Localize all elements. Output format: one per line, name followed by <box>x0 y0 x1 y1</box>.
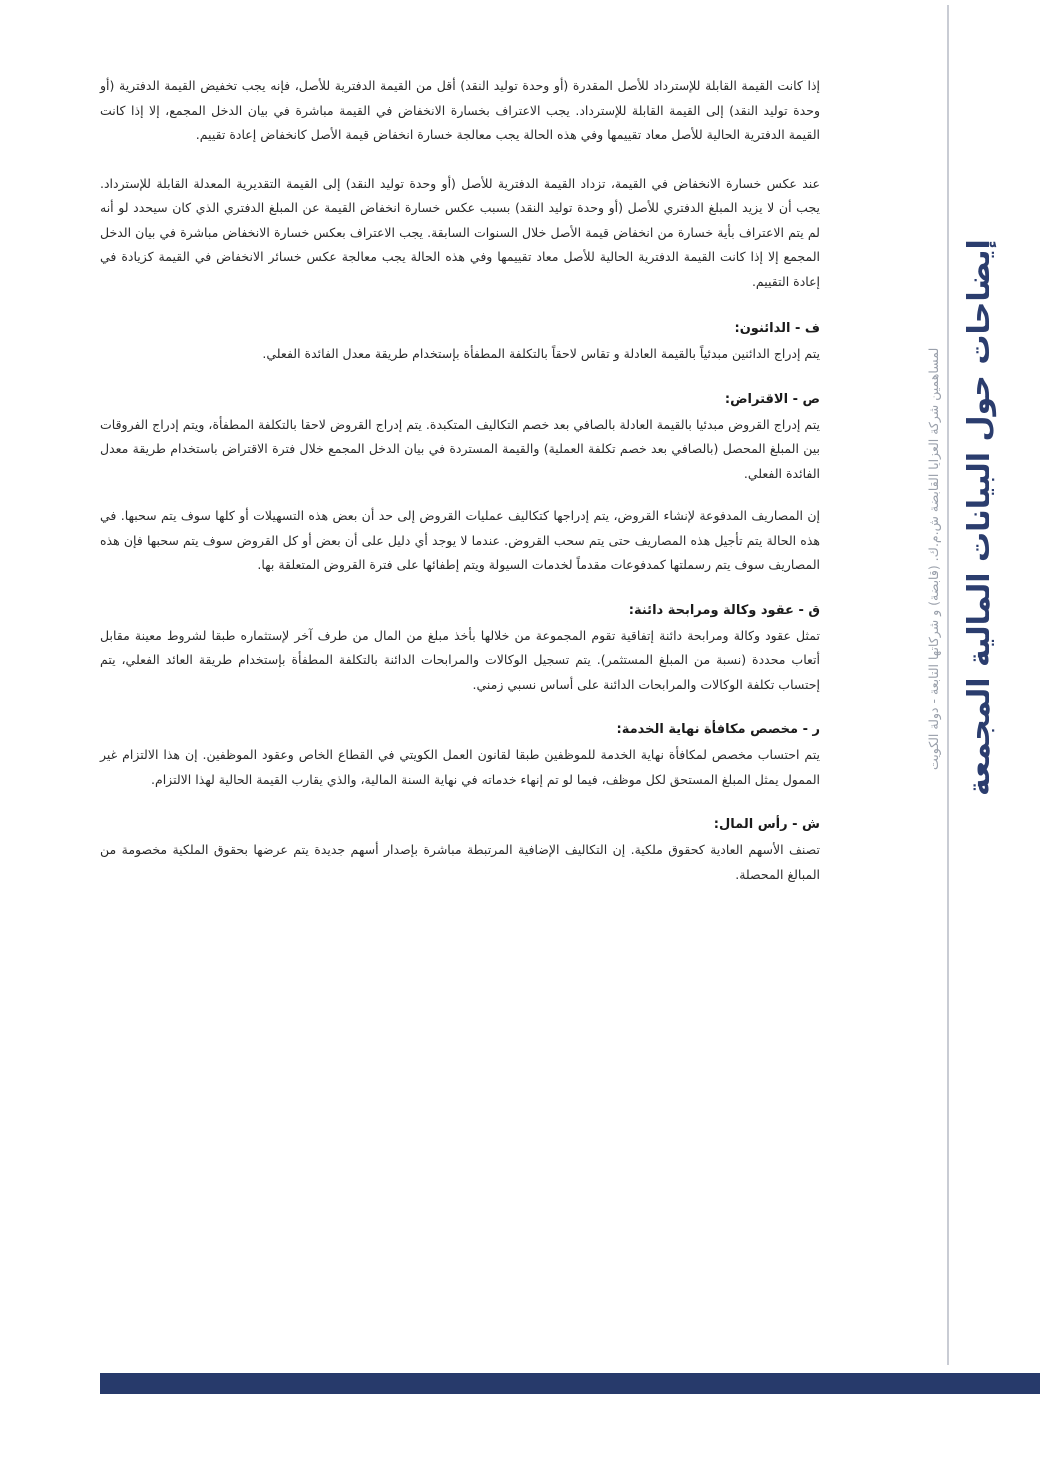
section-heading: ص - الاقتراض: <box>724 391 820 407</box>
section-paragraph: تمثل عقود وكالة ومرابحة دائنة إتفاقية تقوم المجموعة من خلالها بأخذ مبلغ من المال من طرف آخر لإستثماره طبقا لشروط معينة مقابل أتعاب محددة (نسبة من المبلغ المستثمر). يتم تسجيل الوكالات والمرابحات الدائنة بالتكلفة المطفأة بإستخدام طريقة العائد الفعلي، يتم إحتساب تكلفة الوكالات والمرابحات الدائنة على أساس نسبي زمني. <box>100 627 820 692</box>
section-heading: ش - رأس المال: <box>713 817 820 832</box>
document-body <box>100 74 820 909</box>
section-share-capital <box>100 814 820 887</box>
section-heading: ف - الدائنون: <box>734 321 820 336</box>
section-paragraph: تصنف الأسهم العادية كحقوق ملكية. إن التكاليف الإضافية المرتبطة مباشرة بإصدار أسهم جديدة يتم عرضها بحقوق الملكية مخصومة من المبالغ المحصلة. <box>100 842 820 882</box>
sidebar-divider-line <box>947 5 949 1365</box>
intro-paragraph-impairment-reversal: عند عكس خسارة الانخفاض في القيمة، تزداد القيمة الدفترية للأصل (أو وحدة توليد النقد) إلى القيمة التقديرية المعدلة القابلة للإسترداد. يجب أن لا يزيد المبلغ الدفتري للأصل (أو وحدة توليد النقد) بسبب عكس خسارة انخفاض القيمة عن المبلغ الدفتري الذي كان سيحدد لو أنه لم يتم الاعتراف بأية خسارة من انخفاض قيمة الأصل خلال السنوات السابقة. يجب الاعتراف بعكس خسارة الانخفاض مباشرة في بيان الدخل المجمع إلا إذا كانت القيمة الدفترية الحالية للأصل معاد تقييمها وفي هذه الحالة يجب معالجة عكس خسائر الانخفاض في القيمة كزيادة في إعادة التقييم. <box>100 175 820 289</box>
footer-bar <box>100 1373 1040 1394</box>
sidebar-company-subtitle: لمساهمين شركة العزايا القابضة ش.م.ك. (قابضة) و شركاتها التابعة - دولة الكويت <box>926 347 941 770</box>
section-heading: ر - مخصص مكافأة نهاية الخدمة: <box>616 722 820 737</box>
section-creditors <box>100 318 820 367</box>
section-paragraph: إن المصاريف المدفوعة لإنشاء القروض، يتم إدراجها كتكاليف عمليات القروض إلى حد أن بعض هذه التسهيلات أو كلها سوف يتم سحبها. في هذه الحالة يتم تأجيل هذه المصاريف حتى يتم سحب القروض. عندما لا يوجد أي دليل على أن بعض أو كل القروض سوف يتم سحبها فإن هذه المصاريف سوف يتم رسملتها كمدفوعات مقدماً لخدمات السيولة ويتم إطفائها على فترة القروض المتعلقة بها. <box>100 508 820 572</box>
section-paragraph: يتم احتساب مخصص لمكافأة نهاية الخدمة للموظفين طبقا لقانون العمل الكويتي في القطاع الخاص وعقود الموظفين. إن هذا الالتزام غير الممول يمثل المبلغ المستحق لكل موظف، فيما لو تم إنهاء خدماته في نهاية السنة المالية، والذي يقارب القيمة الحالية لهذا الالتزام. <box>100 747 820 787</box>
section-paragraph: يتم إدراج القروض مبدئيا بالقيمة العادلة بالصافي بعد خصم التكاليف المتكبدة. يتم إدراج القروض لاحقا بالتكلفة المطفأة، ويتم إدراج الفروقات بين المبلغ المحصل (بالصافي بعد خصم تكلفة العملية) والقيمة المستردة في بيان الدخل المجمع خلال فترة الاقتراض باستخدام طريقة معدل الفائدة الفعلي. <box>100 416 820 481</box>
intro-paragraph-impairment: إذا كانت القيمة القابلة للإسترداد للأصل المقدرة (أو وحدة توليد النقد) أقل من القيمة الدفترية للأصل، فإنه يجب تخفيض القيمة الدفترية (أو وحدة توليد النقد) إلى القيمة القابلة للإسترداد. يجب الاعتراف بخسارة الانخفاض في القيمة مباشرة في بيان الدخل المجمع، إلا إذا كانت القيمة الدفترية الحالية للأصل معاد تقييمها وفي هذه الحالة يجب معالجة خسارة انخفاض قيمة الأصل كانخفاض إعادة تقييم. <box>100 78 820 142</box>
sidebar-document-title: إيضاحات حول البيانات المالية المجمعة <box>962 239 997 796</box>
section-heading: ق - عقود وكالة ومرابحة دائنة: <box>628 602 820 618</box>
section-end-of-service <box>100 719 820 792</box>
section-borrowing <box>100 389 820 578</box>
section-paragraph: يتم إدراج الدائنين مبدئياً بالقيمة العادلة و تقاس لاحقاً بالتكلفة المطفأة بإستخدام طريقة معدل الفائدة الفعلي. <box>262 346 820 361</box>
section-wakala-murabaha <box>100 600 820 698</box>
